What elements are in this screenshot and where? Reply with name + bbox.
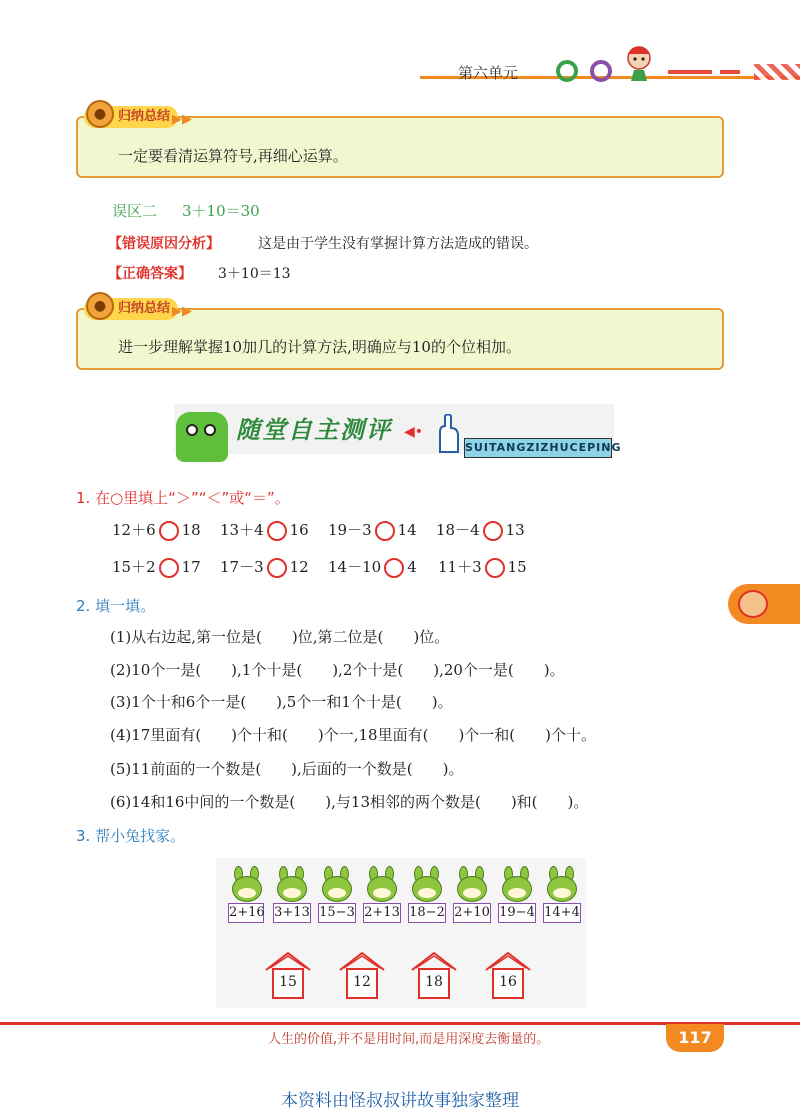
summary-tag-label: 归纳总结 [118, 109, 171, 124]
arrow-icon: ▶▶ [172, 112, 193, 127]
unit-title: 第六单元 [458, 64, 519, 82]
header-dash [720, 70, 740, 74]
arrow-icon: ◀• [404, 424, 424, 440]
error-reason-text: 这是由于学生没有掌握计算方法造成的错误。 [258, 236, 538, 252]
error-reason-label: 【错误原因分析】 [108, 236, 220, 252]
house-number: 18 [425, 974, 443, 990]
answer-circle[interactable] [483, 521, 503, 541]
comparison-item: 14－10 4 [328, 558, 417, 576]
rabbit-expression[interactable]: 3+13 [273, 903, 311, 923]
fox-mascot-icon [738, 590, 768, 618]
rabbit-icon [228, 866, 264, 902]
ring-decoration [590, 60, 612, 82]
comparison-item: 11＋3 15 [438, 558, 527, 576]
rabbit-expression[interactable]: 15−3 [318, 903, 356, 923]
rabbit-expression[interactable]: 18−2 [408, 903, 446, 923]
rabbit-icon [408, 866, 444, 902]
green-monster-icon [176, 412, 228, 462]
summary-tag [84, 298, 193, 320]
house-icon[interactable] [410, 950, 458, 1000]
question-1-title: 1. 在○里填上“＞”“＜”或“＝”。 [76, 489, 290, 507]
answer-circle[interactable] [267, 521, 287, 541]
fill-blank-item[interactable]: (3)1个十和6个一是( ),5个一和1个十是( )。 [110, 693, 453, 711]
rabbit-icon [498, 866, 534, 902]
lion-icon: ● [86, 292, 114, 320]
rabbit-expression[interactable]: 2+16 [228, 903, 264, 923]
house-number: 15 [279, 974, 297, 990]
answer-circle[interactable] [159, 521, 179, 541]
summary-tag [84, 106, 193, 128]
arrow-icon: ▶▶ [172, 304, 193, 319]
fill-blank-item[interactable]: (1)从右边起,第一位是( )位,第二位是( )位。 [110, 628, 450, 646]
mistake-expression: 3＋10＝30 [182, 202, 260, 220]
summary-text: 一定要看清运算符号,再细心运算。 [118, 147, 348, 165]
rabbit-expression[interactable]: 19−4 [498, 903, 536, 923]
header-dash [668, 70, 712, 74]
comparison-item: 12＋6 18 [112, 521, 201, 539]
rabbit-icon [318, 866, 354, 902]
rabbit-icon [543, 866, 579, 902]
section-banner-title: 随堂自主测评 [236, 416, 392, 444]
footer-quote: 人生的价值,并不是用时间,而是用深度去衡量的。 [268, 1032, 550, 1047]
answer-circle[interactable] [267, 558, 287, 578]
question-3-title: 3. 帮小兔找家。 [76, 827, 186, 845]
fill-blank-item[interactable]: (4)17里面有( )个十和( )个一,18里面有( )个一和( )个十。 [110, 726, 597, 744]
comparison-item: 19－3 14 [328, 521, 417, 539]
answer-label: 【正确答案】 [108, 266, 192, 282]
fill-blank-item[interactable]: (2)10个一是( ),1个十是( ),2个十是( ),20个一是( )。 [110, 661, 565, 679]
fill-blank-item[interactable]: (5)11前面的一个数是( ),后面的一个数是( )。 [110, 760, 464, 778]
house-icon[interactable] [484, 950, 532, 1000]
house-number: 16 [499, 974, 517, 990]
pointing-hand-icon [434, 414, 462, 454]
answer-circle[interactable] [375, 521, 395, 541]
answer-circle[interactable] [159, 558, 179, 578]
comparison-item: 18－4 13 [436, 521, 525, 539]
lion-icon: ● [86, 100, 114, 128]
mascot-girl-icon [622, 44, 656, 82]
header-checker-pattern [754, 64, 800, 80]
answer-circle[interactable] [485, 558, 505, 578]
fill-blank-item[interactable]: (6)14和16中间的一个数是( ),与13相邻的两个数是( )和( )。 [110, 793, 589, 811]
question-2-title: 2. 填一填。 [76, 597, 156, 615]
comparison-item: 15＋2 17 [112, 558, 201, 576]
house-icon[interactable] [338, 950, 386, 1000]
page-number: 117 [666, 1024, 724, 1052]
house-icon[interactable] [264, 950, 312, 1000]
house-number: 12 [353, 974, 371, 990]
rabbit-icon [273, 866, 309, 902]
answer-circle[interactable] [384, 558, 404, 578]
summary-text: 进一步理解掌握10加几的计算方法,明确应与10的个位相加。 [118, 338, 521, 356]
section-banner-subtitle: SUITANGZIZHUCEPING [464, 438, 612, 458]
ring-decoration [556, 60, 578, 82]
comparison-item: 13＋4 16 [220, 521, 309, 539]
rabbit-expression[interactable]: 14+4 [543, 903, 581, 923]
credit-line: 本资料由怪叔叔讲故事独家整理 [281, 1091, 519, 1111]
rabbit-expression[interactable]: 2+10 [453, 903, 491, 923]
answer-text: 3＋10＝13 [218, 266, 291, 282]
rabbit-icon [363, 866, 399, 902]
rabbit-expression[interactable]: 2+13 [363, 903, 401, 923]
summary-tag-label: 归纳总结 [118, 301, 171, 316]
comparison-item: 17－3 12 [220, 558, 309, 576]
rabbit-icon [453, 866, 489, 902]
mistake-label: 误区二 [112, 202, 158, 220]
